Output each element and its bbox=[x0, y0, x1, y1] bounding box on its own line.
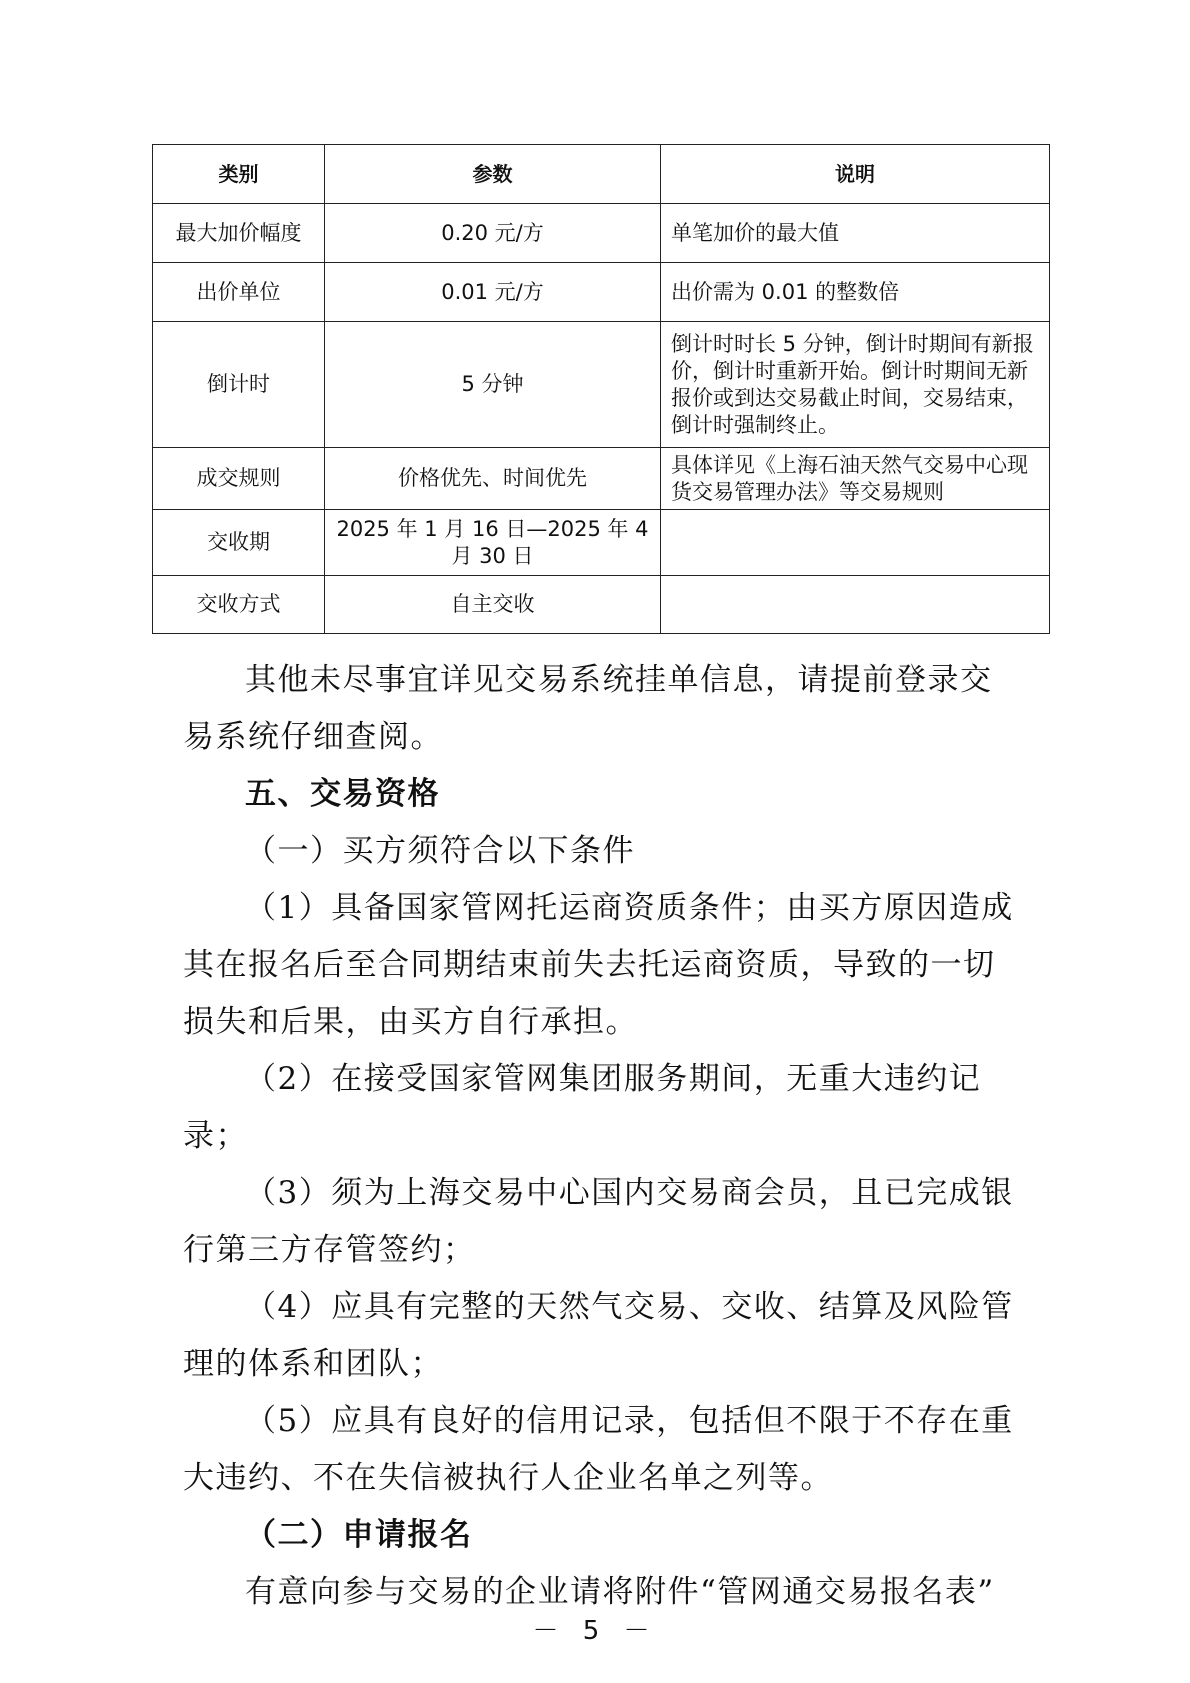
paragraph: （1）具备国家管网托运商资质条件；由买方原因造成其在报名后至合同期结束前失去托运商资质，导致的一切损失和后果，由买方自行承担。 bbox=[183, 890, 1014, 1040]
cell-category: 最大加价幅度 bbox=[153, 204, 325, 263]
subsection-heading: （一）买方须符合以下条件 bbox=[245, 833, 635, 869]
header-description: 说明 bbox=[661, 145, 1050, 204]
cell-category: 交收期 bbox=[153, 510, 325, 576]
cell-parameter: 5 分钟 bbox=[325, 322, 661, 448]
paragraph: （4）应具有完整的天然气交易、交收、结算及风险管理的体系和团队； bbox=[183, 1289, 1014, 1382]
table-header-row bbox=[153, 145, 1050, 204]
cell-parameter: 自主交收 bbox=[325, 576, 661, 634]
cell-description: 倒计时时长 5 分钟，倒计时期间有新报价，倒计时重新开始。倒计时期间无新报价或到达交易截止时间，交易结束，倒计时强制终止。 bbox=[661, 322, 1050, 448]
section-heading: 五、交易资格 bbox=[245, 776, 440, 812]
trading-parameters-table bbox=[152, 144, 1050, 634]
paragraph: 其他未尽事宜详见交易系统挂单信息，请提前登录交易系统仔细查阅。 bbox=[183, 662, 993, 755]
cell-description bbox=[661, 576, 1050, 634]
cell-parameter: 0.01 元/方 bbox=[325, 263, 661, 322]
subsection-heading: （二）申请报名 bbox=[245, 1517, 473, 1553]
cell-description: 单笔加价的最大值 bbox=[661, 204, 1050, 263]
table-row bbox=[153, 510, 1050, 576]
cell-parameter: 2025 年 1 月 16 日—2025 年 4 月 30 日 bbox=[325, 510, 661, 576]
table-row bbox=[153, 448, 1050, 510]
cell-parameter: 0.20 元/方 bbox=[325, 204, 661, 263]
cell-description: 具体详见《上海石油天然气交易中心现货交易管理办法》等交易规则 bbox=[661, 448, 1050, 510]
header-parameter: 参数 bbox=[325, 145, 661, 204]
paragraph: 有意向参与交易的企业请将附件“管网通交易报名表” bbox=[245, 1574, 995, 1610]
cell-category: 交收方式 bbox=[153, 576, 325, 634]
paragraph: （2）在接受国家管网集团服务期间，无重大违约记录； bbox=[183, 1061, 982, 1154]
table-row bbox=[153, 322, 1050, 448]
cell-parameter: 价格优先、时间优先 bbox=[325, 448, 661, 510]
table-row bbox=[153, 263, 1050, 322]
table-row bbox=[153, 204, 1050, 263]
page-number: － 5 － bbox=[532, 1616, 658, 1646]
paragraph: （3）须为上海交易中心国内交易商会员，且已完成银行第三方存管签约； bbox=[183, 1175, 1014, 1268]
cell-category: 倒计时 bbox=[153, 322, 325, 448]
cell-description: 出价需为 0.01 的整数倍 bbox=[661, 263, 1050, 322]
header-category: 类别 bbox=[153, 145, 325, 204]
table-row bbox=[153, 576, 1050, 634]
cell-category: 出价单位 bbox=[153, 263, 325, 322]
paragraph: （5）应具有良好的信用记录，包括但不限于不存在重大违约、不在失信被执行人企业名单之列等。 bbox=[183, 1403, 1014, 1496]
body-text bbox=[183, 652, 1023, 1621]
cell-category: 成交规则 bbox=[153, 448, 325, 510]
cell-description bbox=[661, 510, 1050, 576]
